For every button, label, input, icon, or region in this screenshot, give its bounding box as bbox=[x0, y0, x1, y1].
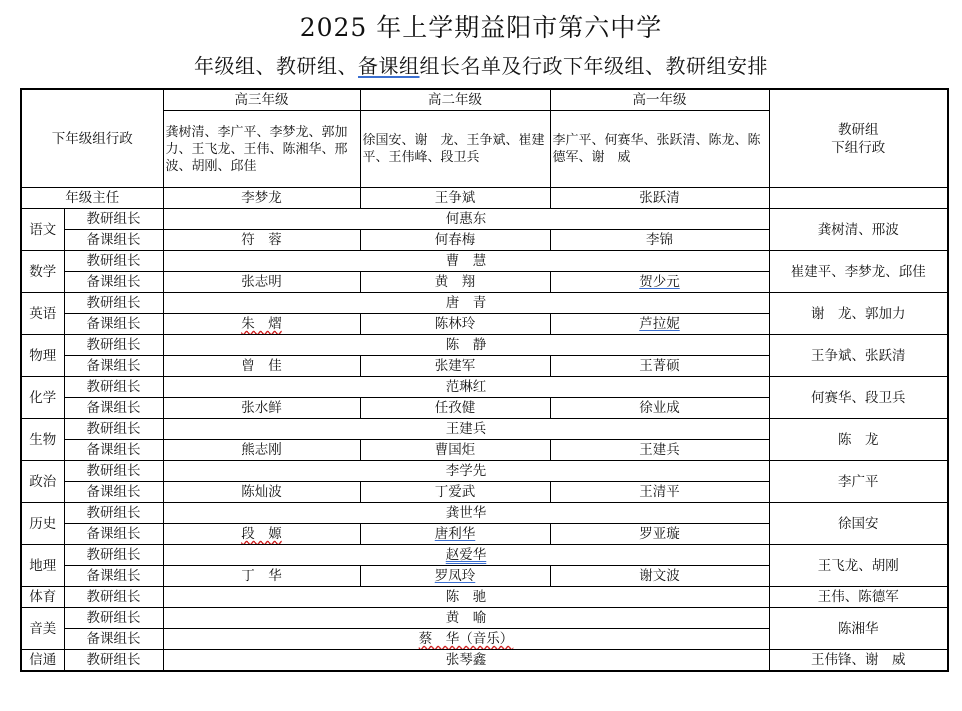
subject-name: 语文 bbox=[21, 209, 64, 251]
directors-row bbox=[21, 188, 948, 209]
roster-table bbox=[20, 88, 949, 672]
prep-grade3: 熊志刚 bbox=[163, 440, 360, 461]
directors-blank bbox=[769, 188, 948, 209]
subject-name: 物理 bbox=[21, 335, 64, 377]
subject-name: 英语 bbox=[21, 293, 64, 335]
table-row bbox=[21, 650, 948, 672]
prep-grade1: 罗亚璇 bbox=[550, 524, 769, 545]
research-leader: 陈 静 bbox=[163, 335, 769, 356]
subject-admin: 王争斌、张跃清 bbox=[769, 335, 948, 377]
table-row bbox=[21, 461, 948, 482]
role-label: 备课组长 bbox=[64, 272, 163, 293]
prep-grade1-name: 芦拉妮 bbox=[639, 316, 680, 332]
role-label: 教研组长 bbox=[64, 650, 163, 672]
prep-grade2-name: 唐利华 bbox=[434, 526, 476, 542]
role-label: 备课组长 bbox=[64, 356, 163, 377]
research-leader: 李学先 bbox=[163, 461, 769, 482]
prep-grade2: 黄 翔 bbox=[360, 272, 550, 293]
role-label: 教研组长 bbox=[64, 608, 163, 629]
role-label: 备课组长 bbox=[64, 314, 163, 335]
subject-admin: 陈湘华 bbox=[769, 608, 948, 650]
prep-grade2: 陈林玲 bbox=[360, 314, 550, 335]
prep-grade2: 张建军 bbox=[360, 356, 550, 377]
subject-admin: 谢 龙、郭加力 bbox=[769, 293, 948, 335]
director-grade3: 李梦龙 bbox=[163, 188, 360, 209]
research-leader: 范琳红 bbox=[163, 377, 769, 398]
role-label: 备课组长 bbox=[64, 566, 163, 587]
table-row bbox=[21, 545, 948, 566]
subject-admin: 龚树清、邢波 bbox=[769, 209, 948, 251]
role-label: 备课组长 bbox=[64, 440, 163, 461]
prep-grade1: 王清平 bbox=[550, 482, 769, 503]
subtitle-part2: 备课组 bbox=[358, 54, 420, 78]
subject-name: 历史 bbox=[21, 503, 64, 545]
research-leader: 唐 青 bbox=[163, 293, 769, 314]
prep-grade1: 谢文波 bbox=[550, 566, 769, 587]
prep-grade1: 王建兵 bbox=[550, 440, 769, 461]
role-label: 备课组长 bbox=[64, 398, 163, 419]
table-row bbox=[21, 587, 948, 608]
role-label: 教研组长 bbox=[64, 587, 163, 608]
page-title: 2025 年上学期益阳市第六中学 bbox=[299, 13, 663, 42]
subtitle-part3: 组长名单及行政下年级组、教研组安排 bbox=[419, 54, 768, 78]
prep-grade1: 徐业成 bbox=[550, 398, 769, 419]
prep-grade2 bbox=[360, 566, 550, 587]
subject-admin: 王伟、陈德军 bbox=[769, 587, 948, 608]
subject-admin: 何赛华、段卫兵 bbox=[769, 377, 948, 419]
prep-grade3 bbox=[163, 314, 360, 335]
subject-name: 信通 bbox=[21, 650, 64, 672]
subject-name: 数学 bbox=[21, 251, 64, 293]
prep-grade3: 张水鲜 bbox=[163, 398, 360, 419]
role-label: 教研组长 bbox=[64, 461, 163, 482]
subject-admin: 王伟锋、谢 威 bbox=[769, 650, 948, 672]
prep-grade3: 符 蓉 bbox=[163, 230, 360, 251]
table-row bbox=[21, 335, 948, 356]
subject-admin: 陈 龙 bbox=[769, 419, 948, 461]
prep-all-grades-name: 蔡 华（音乐） bbox=[418, 631, 514, 647]
prep-grade3-name: 段 嫄 bbox=[241, 526, 282, 542]
prep-grade2 bbox=[360, 524, 550, 545]
grade-header-row bbox=[21, 89, 948, 111]
prep-grade2: 曹国炬 bbox=[360, 440, 550, 461]
director-grade2: 王争斌 bbox=[360, 188, 550, 209]
research-leader-name: 赵爱华 bbox=[445, 547, 487, 563]
table-row bbox=[21, 377, 948, 398]
role-label: 教研组长 bbox=[64, 419, 163, 440]
grade3-admins: 龚树清、李广平、李梦龙、郭加力、王飞龙、王伟、陈湘华、邢波、胡刚、邱佳 bbox=[163, 111, 360, 188]
subject-admin: 崔建平、李梦龙、邱佳 bbox=[769, 251, 948, 293]
subject-name: 音美 bbox=[21, 608, 64, 650]
prep-grade2: 何春梅 bbox=[360, 230, 550, 251]
director-grade1: 张跃清 bbox=[550, 188, 769, 209]
prep-grade1 bbox=[550, 272, 769, 293]
prep-grade2: 任孜健 bbox=[360, 398, 550, 419]
table-row bbox=[21, 608, 948, 629]
subject-name: 生物 bbox=[21, 419, 64, 461]
research-leader: 龚世华 bbox=[163, 503, 769, 524]
table-row bbox=[21, 251, 948, 272]
role-label: 教研组长 bbox=[64, 545, 163, 566]
subject-admin: 李广平 bbox=[769, 461, 948, 503]
right-header-cell bbox=[769, 89, 948, 188]
grade3-header: 高三年级 bbox=[163, 89, 360, 111]
role-label: 备课组长 bbox=[64, 524, 163, 545]
research-leader: 张琴鑫 bbox=[163, 650, 769, 672]
prep-grade3-name: 朱 熠 bbox=[241, 316, 282, 332]
prep-grade1: 王菁硕 bbox=[550, 356, 769, 377]
prep-grade1 bbox=[550, 314, 769, 335]
research-leader: 黄 喻 bbox=[163, 608, 769, 629]
prep-grade3: 丁 华 bbox=[163, 566, 360, 587]
right-header-line2: 下组行政 bbox=[831, 139, 886, 156]
role-label: 教研组长 bbox=[64, 251, 163, 272]
prep-grade1: 李锦 bbox=[550, 230, 769, 251]
table-row bbox=[21, 209, 948, 230]
page-subtitle bbox=[0, 50, 962, 79]
grade1-header: 高一年级 bbox=[550, 89, 769, 111]
role-label: 教研组长 bbox=[64, 503, 163, 524]
subject-admin: 王飞龙、胡刚 bbox=[769, 545, 948, 587]
role-label: 备课组长 bbox=[64, 629, 163, 650]
prep-grade3: 张志明 bbox=[163, 272, 360, 293]
subject-name: 化学 bbox=[21, 377, 64, 419]
subtitle-part1: 年级组、教研组、 bbox=[194, 54, 358, 78]
prep-grade1-name: 贺少元 bbox=[639, 274, 680, 290]
research-leader: 陈 驰 bbox=[163, 587, 769, 608]
prep-grade2: 丁爱武 bbox=[360, 482, 550, 503]
prep-grade3 bbox=[163, 524, 360, 545]
research-leader: 何惠东 bbox=[163, 209, 769, 230]
subject-name: 地理 bbox=[21, 545, 64, 587]
research-leader: 王建兵 bbox=[163, 419, 769, 440]
subject-name: 体育 bbox=[21, 587, 64, 608]
role-label: 教研组长 bbox=[64, 377, 163, 398]
table-row bbox=[21, 293, 948, 314]
corner-cell: 下年级组行政 bbox=[21, 89, 163, 188]
role-label: 备课组长 bbox=[64, 482, 163, 503]
grade2-header: 高二年级 bbox=[360, 89, 550, 111]
grade2-admins: 徐国安、谢 龙、王争斌、崔建平、王伟峰、段卫兵 bbox=[360, 111, 550, 188]
role-label: 备课组长 bbox=[64, 230, 163, 251]
research-leader: 曹 慧 bbox=[163, 251, 769, 272]
role-label: 教研组长 bbox=[64, 293, 163, 314]
role-label: 教研组长 bbox=[64, 335, 163, 356]
directors-label: 年级主任 bbox=[21, 188, 163, 209]
grade1-admins: 李广平、何赛华、张跃清、陈龙、陈德军、谢 威 bbox=[550, 111, 769, 188]
subject-name: 政治 bbox=[21, 461, 64, 503]
prep-grade2-name: 罗凤玲 bbox=[434, 568, 476, 584]
right-header-line1: 教研组 bbox=[838, 121, 879, 138]
research-leader bbox=[163, 545, 769, 566]
prep-all-grades bbox=[163, 629, 769, 650]
table-row bbox=[21, 419, 948, 440]
table-row bbox=[21, 503, 948, 524]
prep-grade3: 陈灿波 bbox=[163, 482, 360, 503]
prep-grade3: 曾 佳 bbox=[163, 356, 360, 377]
role-label: 教研组长 bbox=[64, 209, 163, 230]
subject-admin: 徐国安 bbox=[769, 503, 948, 545]
